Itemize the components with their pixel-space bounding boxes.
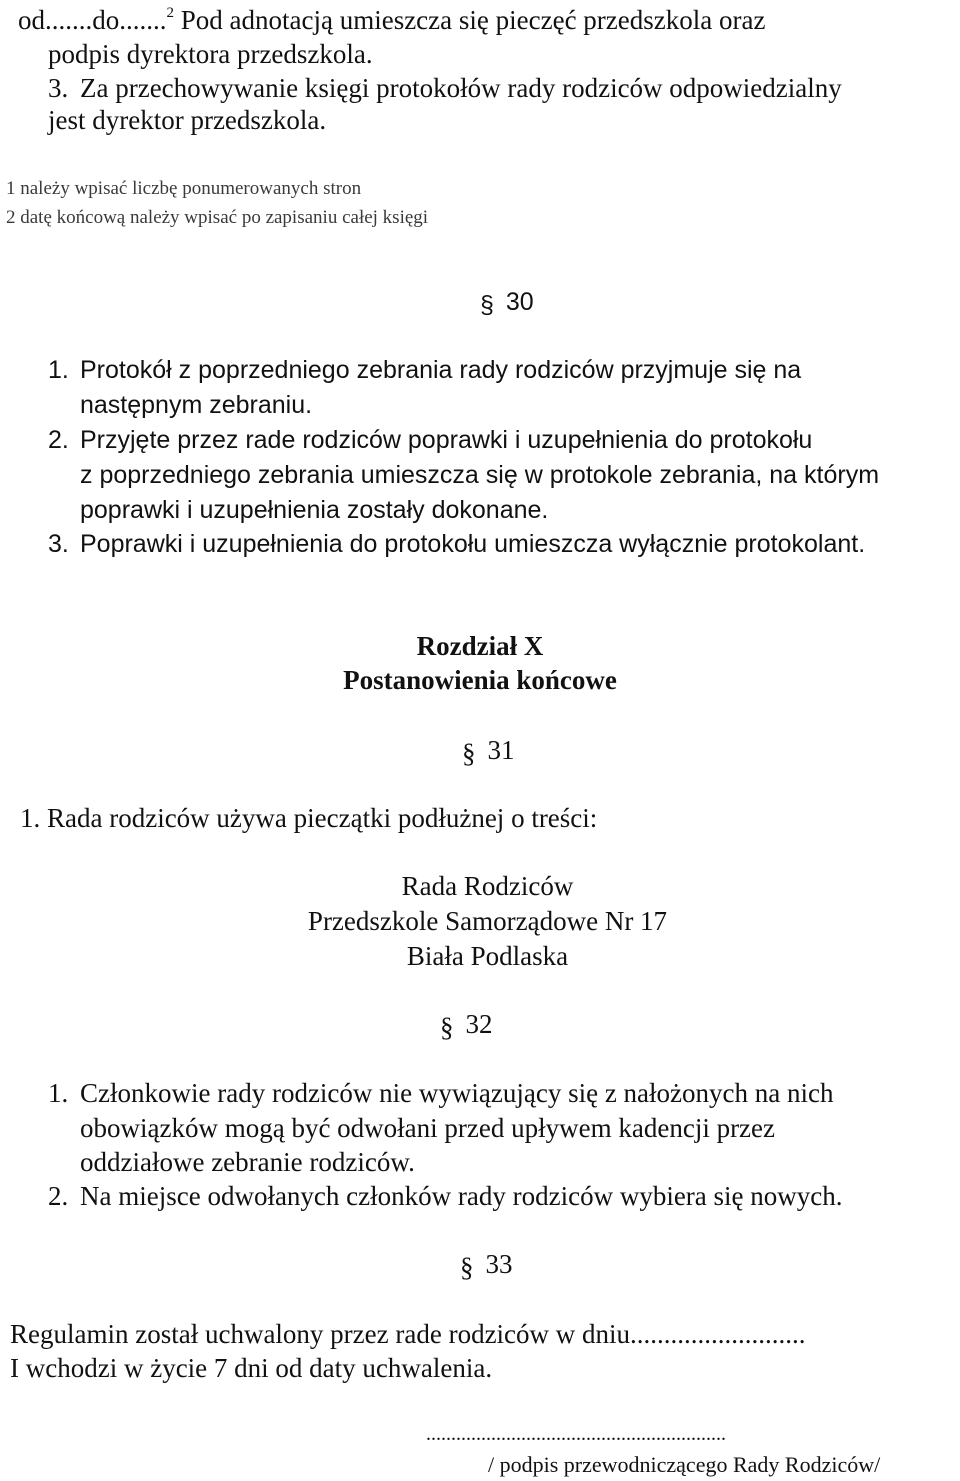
sec32-item-2-number: 2.	[48, 1181, 69, 1211]
carryover-item-3-number: 3.	[48, 73, 69, 103]
sec30-item-1-number: 1.	[48, 356, 69, 384]
sec30-item-1-line-2: następnym zebraniu.	[80, 391, 313, 419]
footnote-1: 1 należy wpisać liczbę ponumerowanych stron	[6, 178, 362, 199]
carryover-item-3-line-2: jest dyrektor przedszkola.	[48, 105, 327, 135]
section-33-number: 33	[485, 1249, 513, 1279]
section-31-number: 31	[487, 735, 515, 765]
carryover-text: Pod adnotacją umieszcza się pieczęć przedszkola oraz	[174, 5, 766, 35]
section-symbol-icon: §	[462, 738, 476, 768]
section-32-number: 32	[465, 1009, 493, 1039]
sec31-item-1: 1. Rada rodziców używa pieczątki podłużnej o treści:	[20, 803, 598, 833]
footnote-2: 2 datę końcową należy wpisać po zapisaniu całej księgi	[6, 207, 429, 228]
section-symbol-icon: §	[460, 1252, 474, 1282]
signature-dots: ............................................................	[426, 1423, 726, 1445]
stamp-line-1: Rada Rodziców	[401, 871, 574, 901]
section-32-heading	[440, 1008, 493, 1043]
sec30-item-2-line-3: poprawki i uzupełnienia zostały dokonane.	[80, 496, 549, 524]
sec30-item-2-line-1: Przyjęte przez rade rodziców poprawki i uzupełnienia do protokołu	[80, 426, 813, 454]
chapter-subtitle: Postanowienia końcowe	[343, 665, 617, 695]
sec30-item-2-line-2: z poprzedniego zebrania umieszcza się w protokole zebrania, na którym	[80, 461, 880, 489]
section-31-heading	[462, 734, 515, 769]
sec32-item-1-line-3: oddziałowe zebranie rodziców.	[80, 1147, 415, 1177]
carryover-line-1	[18, 4, 765, 36]
section-30-number: 30	[505, 288, 534, 316]
section-33-heading	[460, 1248, 513, 1283]
chapter-title: Rozdział X	[416, 631, 544, 661]
sec32-item-1-line-2: obowiązków mogą być odwołani przed upływem kadencji przez	[80, 1113, 776, 1143]
sec32-item-2-line-1: Na miejsce odwołanych członków rady rodziców wybiera się nowych.	[80, 1181, 843, 1211]
section-30-heading	[480, 286, 534, 321]
carryover-item-3-line-1: Za przechowywanie księgi protokołów rady rodziców odpowiedzialny	[80, 73, 842, 103]
sec30-item-1-line-1: Protokół z poprzedniego zebrania rady rodziców przyjmuje się na	[80, 356, 802, 384]
adoption-date-line: Regulamin został uchwalony przez rade rodziców w dniu..........................	[10, 1319, 806, 1349]
sec32-item-1-line-1: Członkowie rady rodziców nie wywiązujący się z nałożonych na nich	[80, 1078, 834, 1108]
section-symbol-icon: §	[440, 1012, 454, 1042]
sec30-item-3-number: 3.	[48, 530, 69, 558]
sec32-item-1-number: 1.	[48, 1078, 69, 1108]
sec30-item-3-line-1: Poprawki i uzupełnienia do protokołu umieszcza wyłącznie protokolant.	[80, 530, 866, 558]
footnote-ref-2: 2	[166, 5, 174, 21]
stamp-line-3: Biała Podlaska	[406, 941, 569, 971]
section-symbol-icon: §	[480, 291, 494, 319]
sec30-item-2-number: 2.	[48, 426, 69, 454]
carryover-line-2: podpis dyrektora przedszkola.	[48, 39, 373, 69]
stamp-line-2: Przedszkole Samorządowe Nr 17	[307, 906, 668, 936]
entry-into-force-line: I wchodzi w życie 7 dni od daty uchwalenia.	[10, 1353, 493, 1383]
signature-caption: / podpis przewodniczącego Rady Rodziców/	[488, 1452, 881, 1477]
date-placeholder: od.......do.......	[18, 5, 167, 35]
